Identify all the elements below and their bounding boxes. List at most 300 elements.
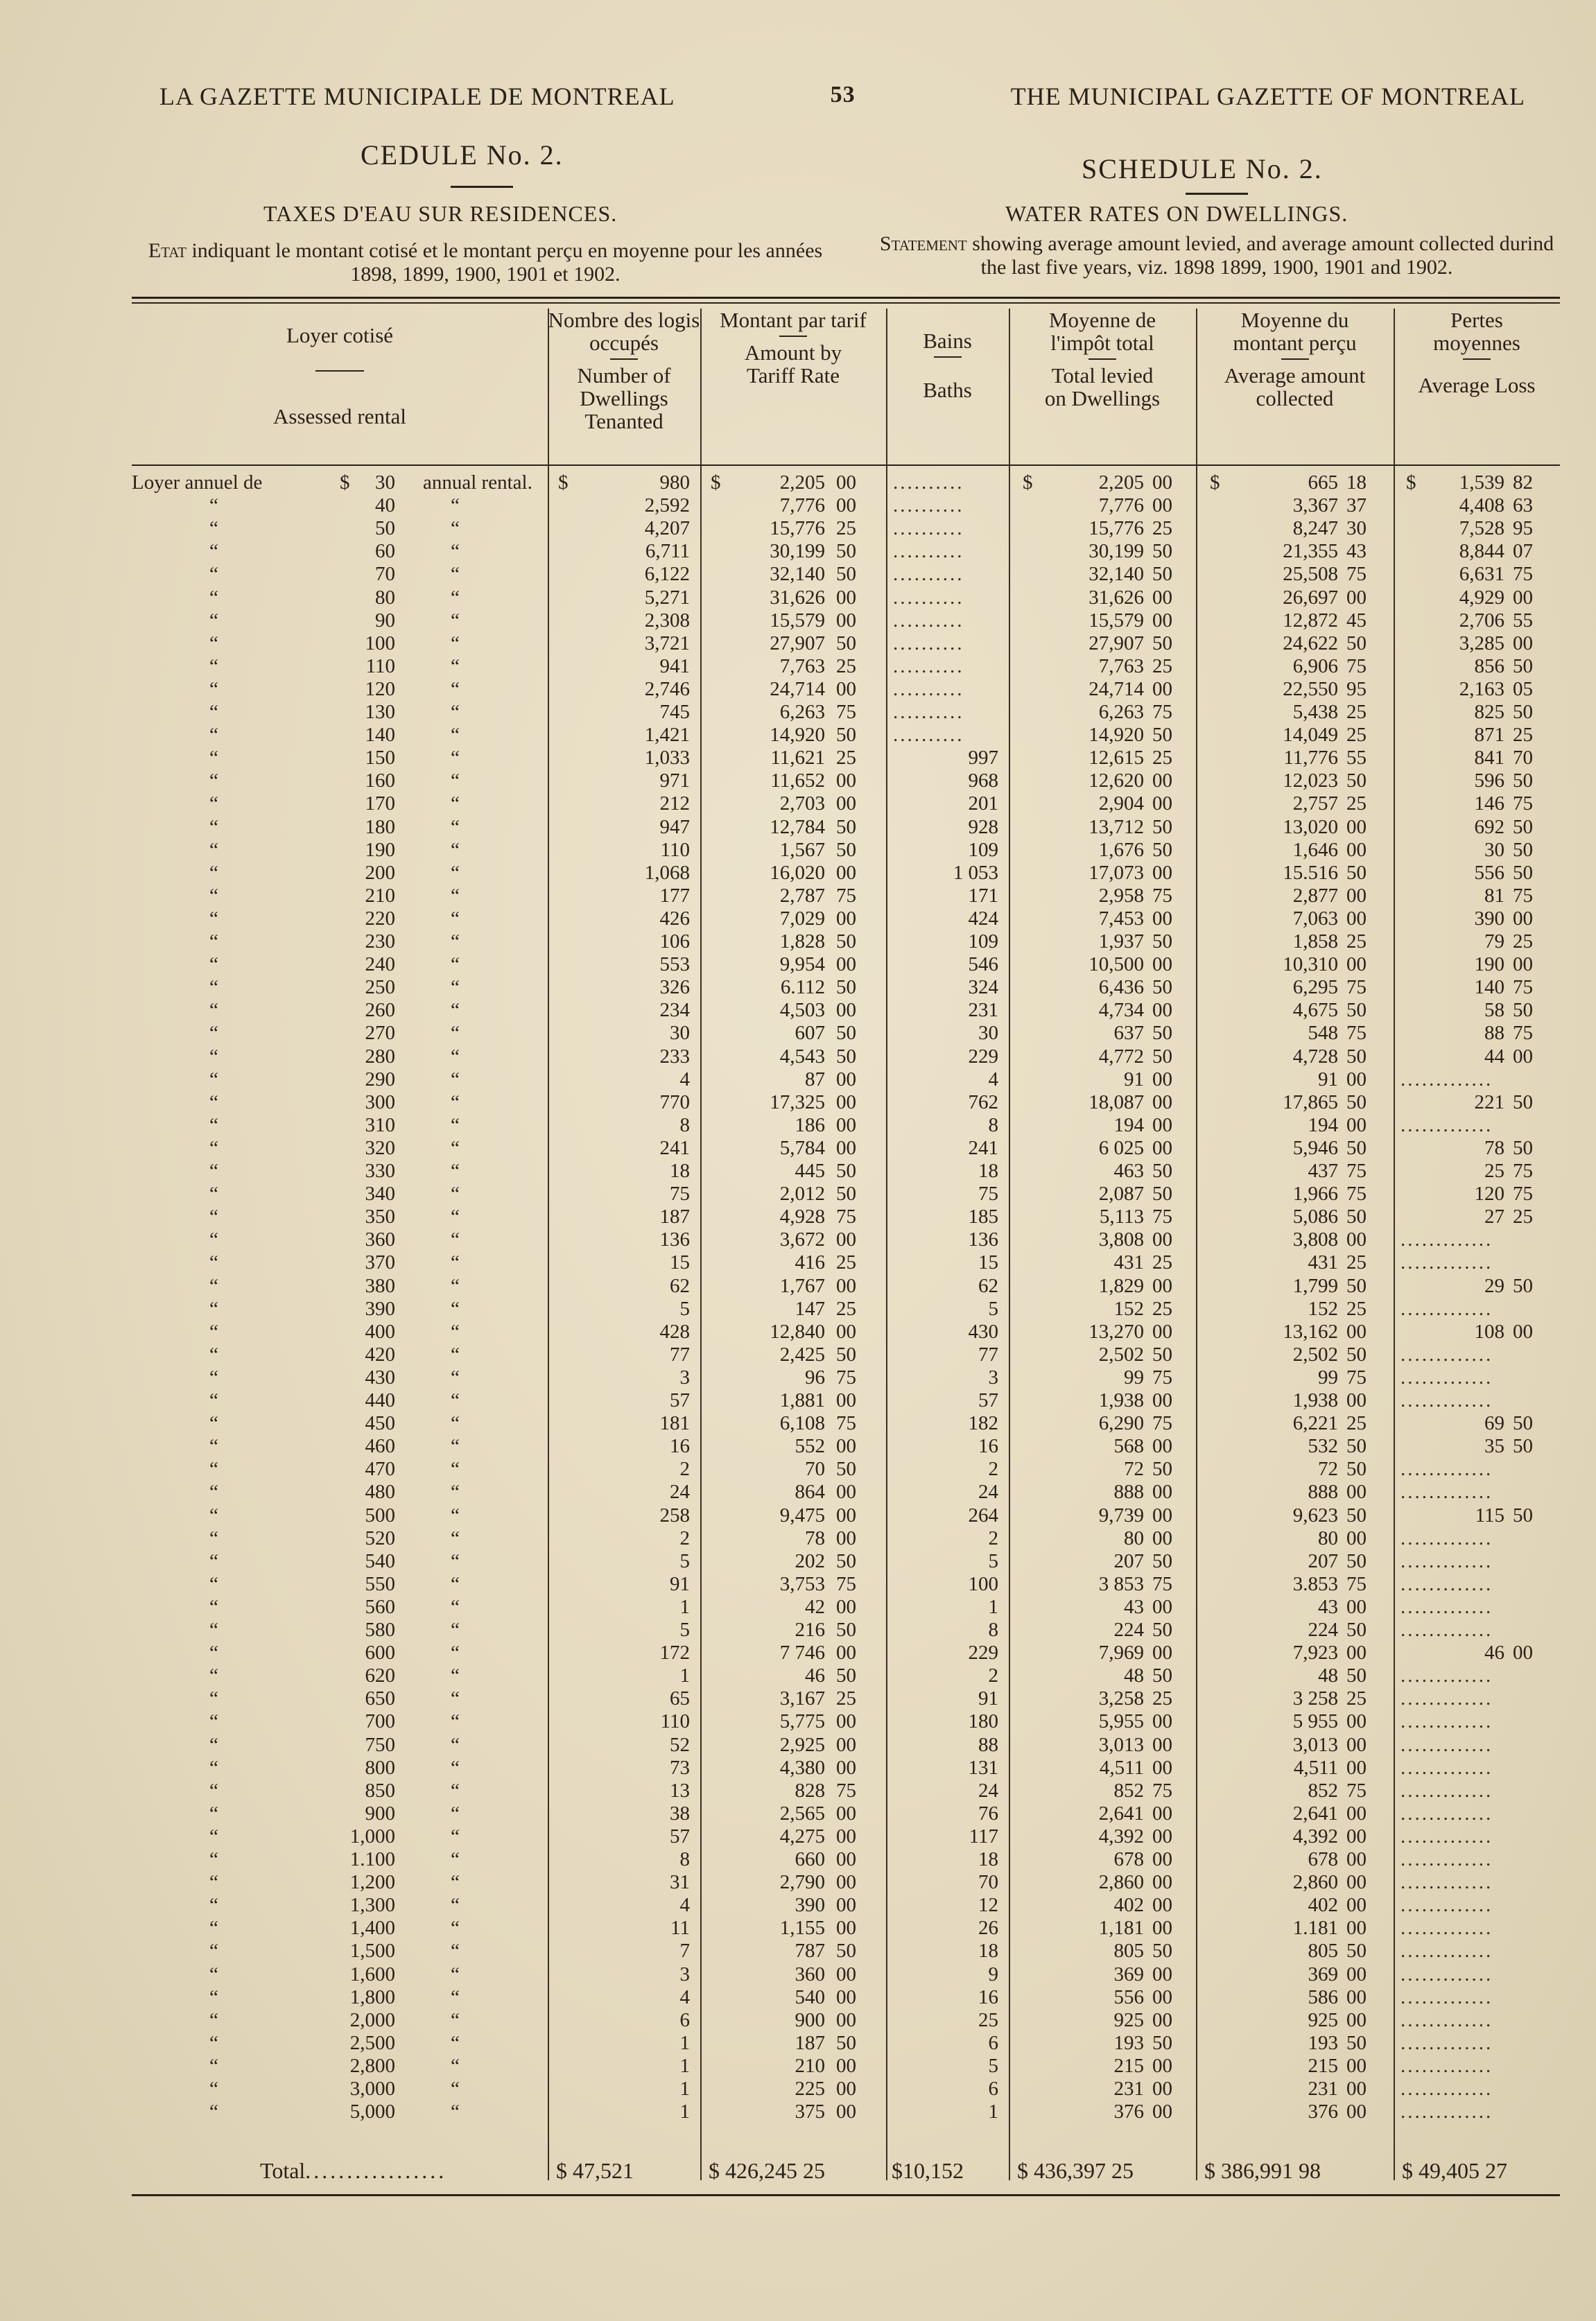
levied-cents: 00 xyxy=(1152,1113,1172,1136)
loss-value: 78 xyxy=(1484,1136,1504,1159)
ditto-mark: “ xyxy=(451,1802,460,1825)
rental-value: 90 xyxy=(375,609,395,632)
table-row xyxy=(132,1596,1560,1619)
ditto-mark: “ xyxy=(451,1297,460,1320)
rental-value: 470 xyxy=(365,1458,395,1481)
levied-value: 7,453 xyxy=(1098,907,1144,930)
tariff-cents: 00 xyxy=(836,471,856,494)
col-head-dwellings-fr: Nombre des logis occupés xyxy=(548,308,700,355)
loss-value: 556 xyxy=(1474,861,1504,884)
ditto-mark: “ xyxy=(451,976,460,999)
levied-value: 3,258 xyxy=(1098,1687,1144,1710)
ditto-mark: “ xyxy=(209,1710,218,1733)
tariff-cents: 00 xyxy=(836,1894,856,1917)
rental-value: 1.100 xyxy=(349,1848,395,1870)
levied-value: 30,199 xyxy=(1088,540,1144,563)
empty-dots: ............. xyxy=(1400,1458,1493,1481)
table-row xyxy=(132,1550,1560,1573)
collected-cents: 00 xyxy=(1346,2008,1367,2031)
rental-value: 240 xyxy=(365,953,395,976)
levied-value: 568 xyxy=(1113,1435,1144,1458)
baths-value: 24 xyxy=(978,1481,998,1504)
tariff-cents: 00 xyxy=(836,609,856,632)
tariff-cents: 25 xyxy=(836,517,856,540)
ditto-mark: “ xyxy=(209,677,218,700)
rental-value: 350 xyxy=(365,1206,395,1228)
levied-cents: 00 xyxy=(1152,999,1172,1022)
ditto-mark: “ xyxy=(451,609,460,632)
tariff-value: 7,029 xyxy=(779,907,825,930)
collected-cents: 00 xyxy=(1346,1710,1367,1733)
table-row xyxy=(132,655,1560,678)
rental-value: 600 xyxy=(365,1642,395,1664)
ditto-mark: “ xyxy=(451,1779,460,1802)
collected-value: 1,646 xyxy=(1292,838,1338,861)
tariff-cents: 00 xyxy=(836,1090,856,1113)
dwellings-value: 31 xyxy=(670,1871,690,1894)
baths-value: 88 xyxy=(978,1733,998,1756)
collected-cents: 50 xyxy=(1346,1090,1367,1113)
tariff-value: 147 xyxy=(795,1297,825,1320)
col-head-baths-en: Baths xyxy=(923,378,972,402)
tariff-cents: 00 xyxy=(836,1595,856,1618)
ditto-mark: “ xyxy=(451,1619,460,1641)
levied-value: 1,181 xyxy=(1098,1917,1144,1940)
table-row xyxy=(132,816,1560,839)
tariff-cents: 50 xyxy=(836,1549,856,1572)
levied-value: 14,920 xyxy=(1088,724,1144,747)
rental-value: 60 xyxy=(375,540,395,563)
ditto-mark: “ xyxy=(209,1802,218,1825)
empty-dots: ............. xyxy=(1400,1687,1493,1710)
dwellings-value: 1 xyxy=(679,2031,690,2054)
ditto-mark: “ xyxy=(209,1619,218,1641)
ditto-mark: “ xyxy=(451,1136,460,1159)
loss-value: 69 xyxy=(1484,1412,1504,1435)
levied-cents: 00 xyxy=(1152,609,1172,632)
tariff-value: 1,828 xyxy=(779,930,825,953)
rental-value: 460 xyxy=(365,1435,395,1458)
loss-value: 2,163 xyxy=(1459,677,1504,700)
tariff-cents: 75 xyxy=(836,1412,856,1435)
collected-cents: 30 xyxy=(1346,517,1367,540)
dwellings-value: 971 xyxy=(659,770,690,792)
dwellings-value: 136 xyxy=(659,1228,690,1251)
dwellings-value: 4 xyxy=(679,1894,690,1917)
baths-value: 117 xyxy=(969,1825,998,1848)
table-row xyxy=(132,701,1560,724)
levied-cents: 50 xyxy=(1152,1458,1172,1481)
loss-cents: 50 xyxy=(1513,861,1533,884)
col-head-tariff-fr: Montant par tarif xyxy=(720,308,867,332)
ditto-mark: “ xyxy=(451,792,460,815)
description-fr-text: indiquant le montant cotisé et le montant perçu en moyenne pour les années 1898, 1899, 1900, 1901 et 1902. xyxy=(191,239,823,286)
dwellings-value: 106 xyxy=(659,930,690,953)
collected-value: 12,872 xyxy=(1283,609,1338,632)
collected-cents: 00 xyxy=(1346,1802,1367,1825)
dwellings-value: 4 xyxy=(679,1985,690,2008)
collected-cents: 75 xyxy=(1346,1572,1367,1595)
tariff-cents: 00 xyxy=(836,1068,856,1090)
collected-value: 215 xyxy=(1308,2054,1338,2077)
baths-value: 928 xyxy=(968,815,998,838)
head-dash xyxy=(1463,358,1491,360)
levied-cents: 00 xyxy=(1152,1228,1172,1251)
ditto-mark: “ xyxy=(209,1068,218,1090)
collected-value: 437 xyxy=(1308,1160,1338,1182)
tariff-cents: 25 xyxy=(836,1251,856,1274)
dwellings-value: 947 xyxy=(659,815,690,838)
loss-cents: 07 xyxy=(1513,540,1533,563)
col-head-dwellings xyxy=(548,308,700,464)
rental-value: 1,000 xyxy=(349,1825,395,1848)
levied-value: 5,113 xyxy=(1099,1206,1144,1228)
collected-cents: 50 xyxy=(1346,2031,1367,2054)
empty-dots: ............. xyxy=(1400,1068,1493,1090)
ditto-mark: “ xyxy=(209,1389,218,1411)
levied-value: 1,938 xyxy=(1098,1389,1144,1411)
tariff-value: 7,776 xyxy=(779,494,825,517)
tariff-value: 2,012 xyxy=(779,1183,825,1206)
levied-value: 2,205 xyxy=(1098,471,1144,494)
total-label xyxy=(260,2158,446,2184)
loss-value: 7,528 xyxy=(1459,517,1504,540)
ditto-mark: “ xyxy=(451,2101,460,2123)
levied-value: 12,620 xyxy=(1088,770,1144,792)
tariff-cents: 00 xyxy=(836,1504,856,1527)
ditto-mark: “ xyxy=(209,632,218,654)
loss-cents: 50 xyxy=(1513,838,1533,861)
ditto-mark: “ xyxy=(209,1756,218,1779)
tariff-cents: 50 xyxy=(836,1045,856,1068)
col-head-dwellings-en: Number of Dwellings Tenanted xyxy=(577,363,671,433)
empty-dots: ............. xyxy=(1400,2031,1493,2054)
total-dwellings: $ 47,521 xyxy=(556,2158,634,2183)
levied-cents: 00 xyxy=(1152,907,1172,930)
rental-value: 180 xyxy=(365,815,395,838)
levied-value: 556 xyxy=(1113,1985,1144,2008)
collected-cents: 00 xyxy=(1346,1642,1367,1664)
table-row xyxy=(132,2009,1560,2032)
head-dash xyxy=(1281,358,1309,360)
levied-cents: 50 xyxy=(1152,1183,1172,1206)
collected-value: 22,550 xyxy=(1283,677,1338,700)
loss-value: 88 xyxy=(1484,1022,1504,1045)
tariff-value: 70 xyxy=(805,1458,825,1481)
collected-value: 6,295 xyxy=(1292,976,1338,999)
table-row xyxy=(132,1986,1560,2009)
baths-value: 968 xyxy=(968,770,998,792)
levied-cents: 00 xyxy=(1152,586,1172,609)
collected-value: 2,877 xyxy=(1292,884,1338,907)
baths-value: 324 xyxy=(968,976,998,999)
loss-value: 1,539 xyxy=(1459,471,1504,494)
col-head-avg-collected-fr: Moyenne du montant perçu xyxy=(1233,308,1357,355)
levied-cents: 00 xyxy=(1152,1802,1172,1825)
rental-value: 400 xyxy=(365,1320,395,1343)
rental-value: 540 xyxy=(365,1549,395,1572)
levied-cents: 00 xyxy=(1152,1756,1172,1779)
rental-value: 480 xyxy=(365,1481,395,1504)
rental-value: 1,600 xyxy=(349,1963,395,1985)
collected-value: 5,086 xyxy=(1292,1206,1338,1228)
loss-cents: 70 xyxy=(1513,747,1533,770)
tariff-cents: 00 xyxy=(836,792,856,815)
dwellings-value: 4 xyxy=(679,1068,690,1090)
col-head-rental xyxy=(132,308,548,464)
dwellings-value: 6 xyxy=(679,2008,690,2031)
levied-value: 805 xyxy=(1113,1940,1144,1963)
collected-cents: 25 xyxy=(1346,1687,1367,1710)
tariff-value: 360 xyxy=(795,1963,825,1985)
table-row xyxy=(132,1022,1560,1045)
ditto-mark: “ xyxy=(451,1710,460,1733)
table-row xyxy=(132,517,1560,540)
levied-value: 6,290 xyxy=(1098,1412,1144,1435)
ditto-mark: “ xyxy=(451,1504,460,1527)
collected-cents: 00 xyxy=(1346,1756,1367,1779)
loss-cents: 05 xyxy=(1513,677,1533,700)
loss-value: 856 xyxy=(1474,654,1504,677)
description-fr xyxy=(132,239,839,286)
loss-cents: 50 xyxy=(1513,1136,1533,1159)
collected-value: 5 955 xyxy=(1292,1710,1338,1733)
loss-cents: 50 xyxy=(1513,815,1533,838)
ditto-mark: “ xyxy=(209,1642,218,1664)
baths-value: 182 xyxy=(968,1412,998,1435)
ditto-mark: “ xyxy=(451,1549,460,1572)
table-row xyxy=(132,770,1560,792)
tariff-value: 202 xyxy=(795,1549,825,1572)
rental-value: 250 xyxy=(365,976,395,999)
table-row xyxy=(132,1298,1560,1321)
rental-value: 2,500 xyxy=(349,2031,395,2054)
ditto-mark: “ xyxy=(209,1435,218,1458)
levied-cents: 50 xyxy=(1152,1619,1172,1641)
collected-cents: 25 xyxy=(1346,1297,1367,1320)
levied-cents: 50 xyxy=(1152,976,1172,999)
schedule-title-en: SCHEDULE No. 2. xyxy=(1082,153,1323,184)
rental-value: 2,000 xyxy=(349,2008,395,2031)
tariff-value: 1,155 xyxy=(779,1917,825,1940)
ditto-mark: “ xyxy=(451,1251,460,1274)
dwellings-value: 980 xyxy=(659,471,690,494)
dwellings-value: 2 xyxy=(679,1527,690,1549)
levied-value: 431 xyxy=(1113,1251,1144,1274)
baths-value: 15 xyxy=(978,1251,998,1274)
loss-cents: 50 xyxy=(1513,1274,1533,1297)
table-row xyxy=(132,1687,1560,1710)
collected-cents: 00 xyxy=(1346,907,1367,930)
ditto-mark: “ xyxy=(209,1090,218,1113)
ditto-mark: “ xyxy=(209,1113,218,1136)
loss-value: 8,844 xyxy=(1459,540,1504,563)
loss-cents: 75 xyxy=(1513,792,1533,815)
loss-cents: 75 xyxy=(1513,1160,1533,1182)
collected-value: 7,923 xyxy=(1292,1642,1338,1664)
collected-value: 43 xyxy=(1318,1595,1338,1618)
ditto-mark: “ xyxy=(451,1664,460,1687)
ditto-mark: “ xyxy=(209,1985,218,2008)
loss-value: 190 xyxy=(1474,953,1504,976)
table-row xyxy=(132,678,1560,701)
table-row xyxy=(132,885,1560,907)
dwellings-value: 1 xyxy=(679,1664,690,1687)
collected-value: 3,013 xyxy=(1292,1733,1338,1756)
loss-value: 6,631 xyxy=(1459,563,1504,586)
rental-value: 500 xyxy=(365,1504,395,1527)
baths-value: 3 xyxy=(988,1366,998,1389)
col-head-tariff-en: Amount by Tariff Rate xyxy=(744,340,842,388)
collected-value: 4,728 xyxy=(1292,1045,1338,1068)
levied-value: 1,937 xyxy=(1098,930,1144,953)
ditto-mark: “ xyxy=(451,861,460,884)
baths-value: 30 xyxy=(978,1022,998,1045)
col-head-avg-loss-fr: Pertes moyennes xyxy=(1433,308,1520,355)
col-head-baths-fr: Bains xyxy=(923,329,972,353)
loss-value: 140 xyxy=(1474,976,1504,999)
collected-value: 99 xyxy=(1318,1366,1338,1389)
levied-cents: 50 xyxy=(1152,2031,1172,2054)
collected-cents: 18 xyxy=(1346,471,1367,494)
loss-cents: 50 xyxy=(1513,1504,1533,1527)
tariff-cents: 00 xyxy=(836,1642,856,1664)
levied-cents: 00 xyxy=(1152,1389,1172,1411)
tariff-value: 552 xyxy=(795,1435,825,1458)
levied-cents: 50 xyxy=(1152,1549,1172,1572)
table-row xyxy=(132,1894,1560,1917)
loss-cents: 50 xyxy=(1513,654,1533,677)
collected-cents: 50 xyxy=(1346,1274,1367,1297)
baths-value: 24 xyxy=(978,1779,998,1802)
head-dash xyxy=(610,358,638,360)
dwellings-value: 181 xyxy=(659,1412,690,1435)
ditto-mark: “ xyxy=(209,2054,218,2077)
collected-value: 15.516 xyxy=(1283,861,1338,884)
ditto-mark: “ xyxy=(209,1251,218,1274)
tariff-value: 4,543 xyxy=(779,1045,825,1068)
collected-value: 888 xyxy=(1308,1481,1338,1504)
levied-value: 2,641 xyxy=(1098,1802,1144,1825)
dwellings-value: 1,033 xyxy=(644,747,690,770)
collected-value: 665 xyxy=(1308,471,1338,494)
tariff-cents: 50 xyxy=(836,563,856,586)
loss-value: 692 xyxy=(1474,815,1504,838)
title-rule-en xyxy=(1186,193,1248,195)
collected-cents: 75 xyxy=(1346,1160,1367,1182)
tariff-value: 900 xyxy=(795,2008,825,2031)
collected-cents: 25 xyxy=(1346,792,1367,815)
tariff-value: 2,565 xyxy=(779,1802,825,1825)
dwellings-value: 1 xyxy=(679,2078,690,2100)
empty-dots: ............. xyxy=(1400,1572,1493,1595)
table-row xyxy=(132,2055,1560,2078)
loss-value: 35 xyxy=(1484,1435,1504,1458)
col-head-avg-loss-en: Average Loss xyxy=(1418,373,1536,397)
baths-value: 131 xyxy=(968,1756,998,1779)
ditto-mark: “ xyxy=(451,1343,460,1366)
levied-value: 7,969 xyxy=(1098,1642,1144,1664)
rental-value: 260 xyxy=(365,999,395,1022)
loss-value: 2,706 xyxy=(1459,609,1504,632)
top-rule-2 xyxy=(132,302,1560,304)
levied-value: 10,500 xyxy=(1088,953,1144,976)
rental-value: 440 xyxy=(365,1389,395,1411)
table-row xyxy=(132,2078,1560,2101)
loss-value: 108 xyxy=(1474,1320,1504,1343)
rental-value: 40 xyxy=(375,494,395,517)
collected-cents: 95 xyxy=(1346,677,1367,700)
ditto-mark: “ xyxy=(451,1068,460,1090)
tariff-value: 24,714 xyxy=(770,677,825,700)
baths-value: 185 xyxy=(968,1206,998,1228)
collected-cents: 00 xyxy=(1346,1320,1367,1343)
levied-cents: 00 xyxy=(1152,1894,1172,1917)
ditto-mark: “ xyxy=(209,1504,218,1527)
collected-cents: 55 xyxy=(1346,747,1367,770)
levied-cents: 75 xyxy=(1152,1779,1172,1802)
levied-cents: 00 xyxy=(1152,953,1172,976)
levied-value: 17,073 xyxy=(1088,861,1144,884)
collected-value: 532 xyxy=(1308,1435,1338,1458)
baths-value: 18 xyxy=(978,1848,998,1870)
rental-value: 310 xyxy=(365,1113,395,1136)
levied-value: 15,579 xyxy=(1088,609,1144,632)
tariff-value: 30,199 xyxy=(770,540,825,563)
empty-dots: ............. xyxy=(1400,1297,1493,1320)
rental-value: 360 xyxy=(365,1228,395,1251)
levied-value: 13,712 xyxy=(1088,815,1144,838)
rental-value: 560 xyxy=(365,1595,395,1618)
collected-value: 5,438 xyxy=(1292,701,1338,723)
tariff-cents: 25 xyxy=(836,1687,856,1710)
tariff-cents: 75 xyxy=(836,1206,856,1228)
dollar-sign: $ xyxy=(1406,471,1416,494)
levied-value: 24,714 xyxy=(1088,677,1144,700)
collected-value: 3,808 xyxy=(1292,1228,1338,1251)
total-row xyxy=(132,2158,1560,2186)
table-row xyxy=(132,1527,1560,1550)
rental-value: 50 xyxy=(375,517,395,540)
dwellings-value: 172 xyxy=(659,1642,690,1664)
ditto-mark: “ xyxy=(209,2008,218,2031)
levied-value: 27,907 xyxy=(1088,632,1144,654)
dwellings-value: 326 xyxy=(659,976,690,999)
baths-value: 5 xyxy=(988,1297,998,1320)
subtitle-fr: TAXES D'EAU SUR RESIDENCES. xyxy=(263,201,618,226)
loss-value: 46 xyxy=(1484,1642,1504,1664)
empty-dots: .......... xyxy=(893,563,964,586)
dwellings-value: 6,122 xyxy=(644,563,690,586)
ditto-mark: “ xyxy=(451,1642,460,1664)
ditto-mark: “ xyxy=(209,1527,218,1549)
dwellings-value: 553 xyxy=(659,953,690,976)
loss-value: 3,285 xyxy=(1459,632,1504,654)
rental-value: 5,000 xyxy=(349,2101,395,2123)
rental-value: 800 xyxy=(365,1756,395,1779)
baths-value: 430 xyxy=(968,1320,998,1343)
table-row xyxy=(132,1504,1560,1527)
levied-cents: 00 xyxy=(1152,1090,1172,1113)
loss-cents: 00 xyxy=(1513,1045,1533,1068)
collected-value: 852 xyxy=(1308,1779,1338,1802)
loss-cents: 50 xyxy=(1513,1412,1533,1435)
table-row xyxy=(132,1573,1560,1596)
rental-value: 200 xyxy=(365,861,395,884)
levied-value: 15,776 xyxy=(1088,517,1144,540)
tariff-cents: 00 xyxy=(836,1274,856,1297)
tariff-cents: 00 xyxy=(836,1481,856,1504)
